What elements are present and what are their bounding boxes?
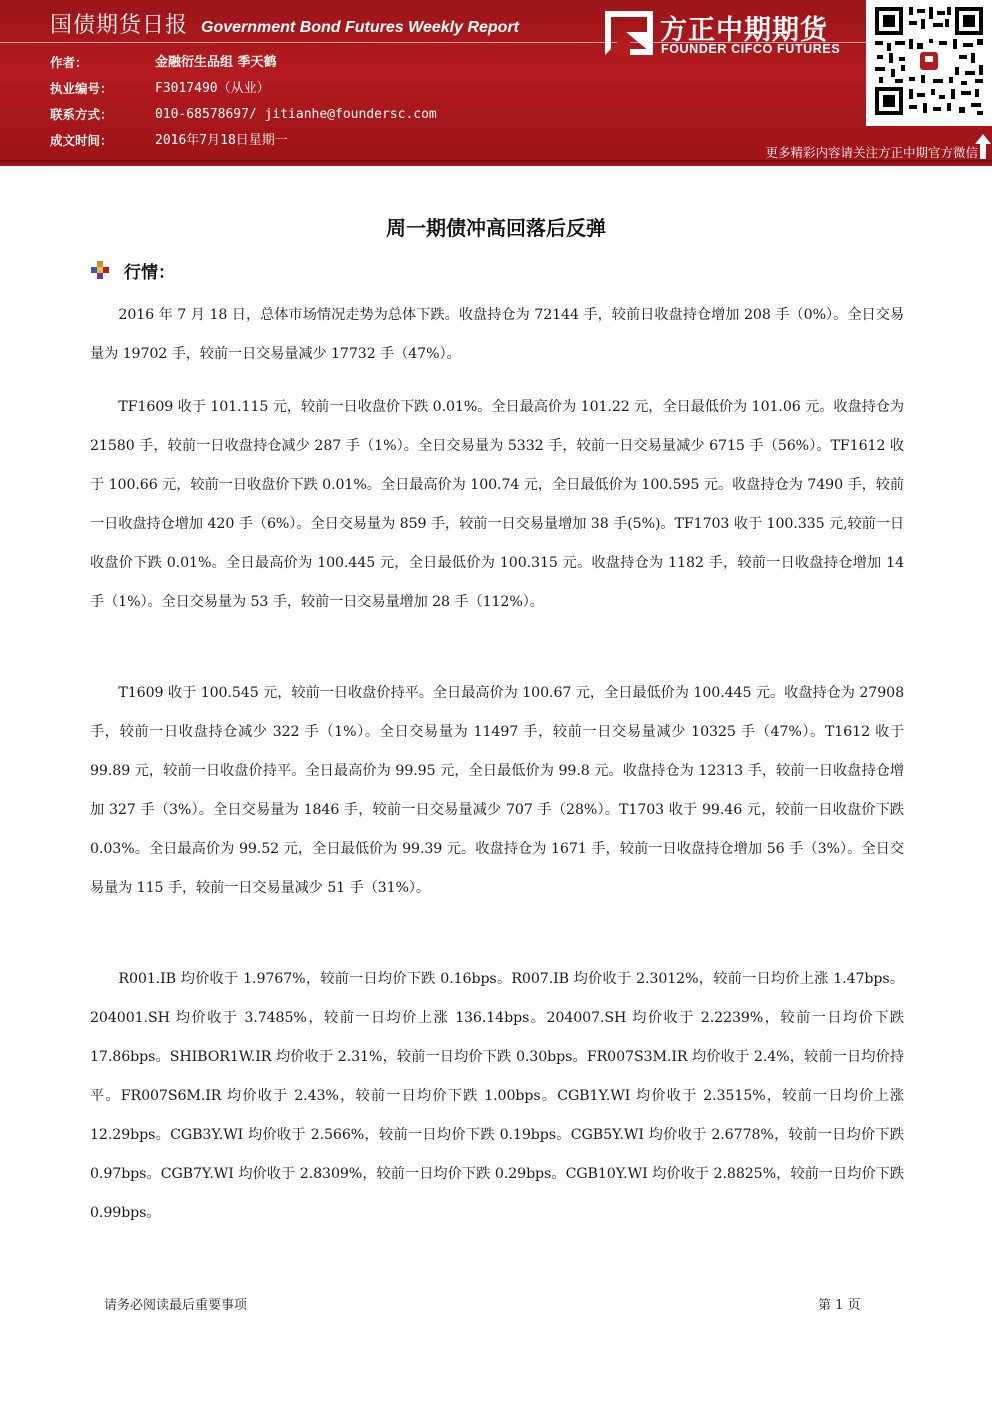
paragraph-tf-contracts: TF1609 收于 101.115 元，较前一日收盘价下跌 0.01%。全日最高价为 101.22 元，全日最低价为 101.06 元。收盘持仓为 21580 手，较前一日收盘持仓减少 287 手（1%）。全日交易量为 5332 手，较前一日交易量减少 6715 手（56%）。TF1612 收于 100.66 元，较前一日收盘价下跌 0.01%。全日最高价为 100.74 元，全日最低价为 100.595 元。收盘持仓为 7490 手，较前一日收盘持仓增加 420 手（6%）。全日交易量为 859 手，较前一日交易量增加 38 手(5%)。TF1703 收于 100.335 元,较前一日收盘价下跌 0.01%。全日最高价为 100.445 元，全日最低价为 100.315 元。收盘持仓为 1182 手，较前一日收盘持仓增加 14 手（1%）。全日交易量为 53 手，较前一日交易量增加 28 手（112%）。 [90,399,904,611]
meta-row-license [50,79,437,105]
qr-code-icon [873,5,985,117]
section-label: 行情： [124,262,175,283]
paragraph-rates: R001.IB 均价收于 1.9767%，较前一日均价下跌 0.16bps。R007.IB 均价收于 2.3012%，较前一日均价上涨 1.47bps。204001.SH 均价收于 3.7485%，较前一日均价上涨 136.14bps。204007.SH 均价收于 2.2239%，较前一日均价下跌 17.86bps。SHIBOR1W.IR 均价收于 2.31%，较前一日均价下跌 0.30bps。FR007S3M.IR 均价收于 2.4%，较前一日均价持平。FR007S6M.IR 均价收于 2.43%，较前一日均价下跌 1.00bps。CGB1Y.WI 均价收于 2.3515%，较前一日均价上涨 12.29bps。CGB3Y.WI 均价收于 2.566%，较前一日均价下跌 0.19bps。CGB5Y.WI 均价收于 2.6778%，较前一日均价下跌 0.97bps。CGB7Y.WI 均价收于 2.8309%，较前一日均价下跌 0.29bps。CGB10Y.WI 均价收于 2.8825%，较前一日均价下跌 0.99bps。 [90,971,904,1222]
meta-row-date [50,131,437,157]
logo-text-en: FOUNDER CIFCO FUTURES [661,42,841,56]
page-number: 第 1 页 [818,1298,861,1313]
founder-logo-icon [604,10,654,56]
follow-wechat-text: 更多精彩内容请关注方正中期官方微信 [765,145,978,160]
report-header [0,0,992,160]
meta-value: F3017490（从业） [155,81,270,96]
paragraph-market-summary: 2016 年 7 月 18 日，总体市场情况走势为总体下跌。收盘持仓为 72144 手，较前日收盘持仓增加 208 手（0%）。全日交易量为 19702 手，较前一日交易量减少 17732 手（47%）。 [90,307,904,363]
author-meta [50,53,437,157]
wechat-qr-code [866,0,992,126]
meta-label: 成文时间： [50,133,113,148]
meta-row-author [50,53,437,79]
meta-value: 2016年7月18日星期一 [155,133,288,148]
report-title [50,10,519,42]
meta-value: 金融衍生品组 季天鹤 [155,55,277,70]
meta-value: 010-68578697/ jitianhe@foundersc.com [155,107,437,122]
founder-cifco-logo [604,8,860,60]
report-title-cn: 国债期货日报 [50,13,189,38]
logo-text-cn: 方正中期期货 [660,15,828,46]
paragraph-t-contracts: T1609 收于 100.545 元，较前一日收盘价持平。全日最高价为 100.67 元，全日最低价为 100.445 元。收盘持仓为 27908 手，较前一日收盘持仓减少 322 手（1%）。全日交易量为 11497 手，较前一日交易量减少 10325 手（47%）。T1612 收于 99.89 元，较前一日收盘价持平。全日最高价为 99.95 元，全日最低价为 99.8 元。收盘持仓为 12313 手，较前一日收盘持仓增加 327 手（3%）。全日交易量为 1846 手，较前一日交易量减少 707 手（28%）。T1703 收于 99.46 元，较前一日收盘价下跌 0.03%。全日最高价为 99.52 元，全日最低价为 99.39 元。收盘持仓为 1671 手，较前一日收盘持仓增加 56 手（3%）。全日交易量为 115 手，较前一日交易量减少 51 手（31%）。 [90,685,904,897]
report-title-en: Government Bond Futures Weekly Report [201,19,519,36]
footer-disclaimer-note: 请务必阅读最后重要事项 [104,1298,248,1313]
meta-label: 联系方式： [50,107,113,122]
section-heading-market [90,258,175,282]
bullet-squares-icon [90,260,110,280]
meta-label: 作者： [50,55,88,70]
meta-label: 执业编号： [50,81,113,96]
document-title: 周一期债冲高回落后反弹 [386,216,606,240]
arrow-up-icon [974,132,992,160]
meta-row-contact [50,105,437,131]
header-bottom-band [0,160,992,166]
